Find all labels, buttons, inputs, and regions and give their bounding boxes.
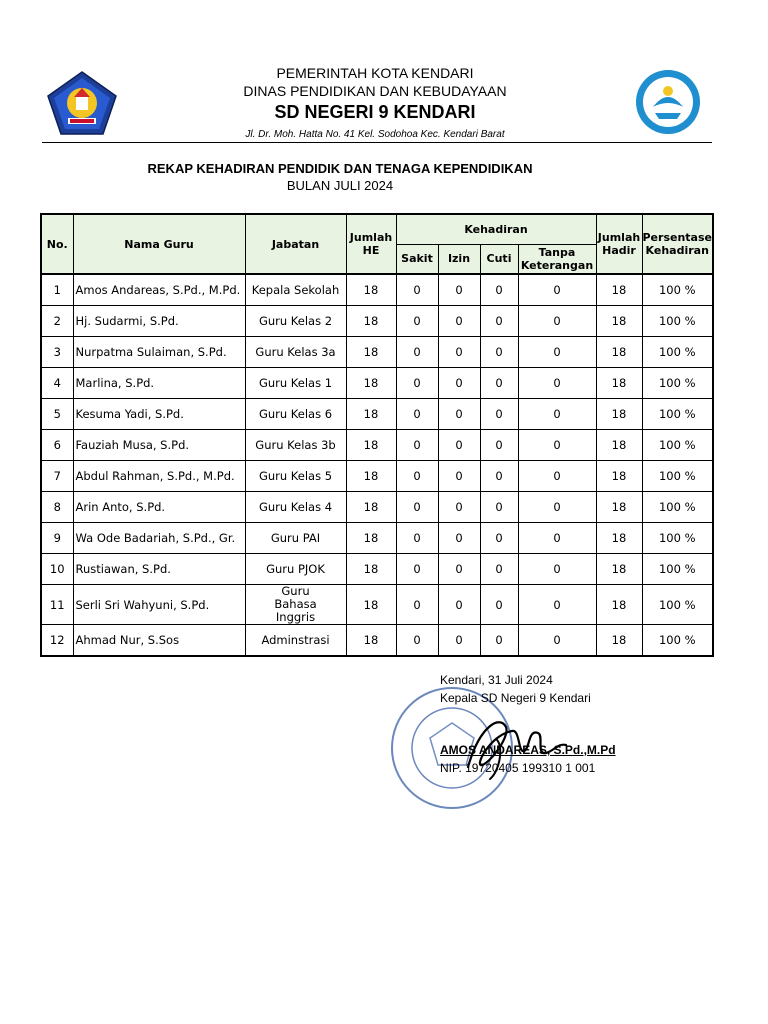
cell-absent: 0 (518, 399, 596, 430)
cell-percent: 100 % (642, 337, 713, 368)
cell-percent: 100 % (642, 399, 713, 430)
cell-position: Guru Kelas 6 (245, 399, 346, 430)
attendance-table (40, 213, 714, 657)
cell-absent: 0 (518, 461, 596, 492)
cell-present: 18 (596, 430, 642, 461)
cell-he: 18 (346, 306, 396, 337)
cell-absent: 0 (518, 430, 596, 461)
cell-sick: 0 (396, 337, 438, 368)
cell-name: Rustiawan, S.Pd. (73, 554, 245, 585)
cell-position: Guru Kelas 5 (245, 461, 346, 492)
cell-sick: 0 (396, 625, 438, 657)
cell-percent: 100 % (642, 274, 713, 306)
cell-sick: 0 (396, 585, 438, 625)
cell-position: Guru PAI (245, 523, 346, 554)
cell-present: 18 (596, 399, 642, 430)
cell-absent: 0 (518, 337, 596, 368)
cell-name: Serli Sri Wahyuni, S.Pd. (73, 585, 245, 625)
header-name: Nama Guru (73, 214, 245, 274)
cell-he: 18 (346, 368, 396, 399)
header-position: Jabatan (245, 214, 346, 274)
cell-name: Hj. Sudarmi, S.Pd. (73, 306, 245, 337)
letterhead (160, 64, 590, 143)
cell-absent: 0 (518, 274, 596, 306)
cell-name: Kesuma Yadi, S.Pd. (73, 399, 245, 430)
cell-leave: 0 (480, 492, 518, 523)
cell-he: 18 (346, 461, 396, 492)
cell-he: 18 (346, 430, 396, 461)
table-row (41, 399, 713, 430)
cell-permit: 0 (438, 430, 480, 461)
cell-absent: 0 (518, 554, 596, 585)
cell-no: 11 (41, 585, 73, 625)
cell-no: 1 (41, 274, 73, 306)
cell-sick: 0 (396, 274, 438, 306)
cell-he: 18 (346, 492, 396, 523)
cell-permit: 0 (438, 274, 480, 306)
cell-percent: 100 % (642, 461, 713, 492)
cell-permit: 0 (438, 306, 480, 337)
cell-present: 18 (596, 274, 642, 306)
cell-sick: 0 (396, 461, 438, 492)
cell-percent: 100 % (642, 554, 713, 585)
table-row (41, 274, 713, 306)
cell-position: Guru Kelas 3b (245, 430, 346, 461)
cell-name: Ahmad Nur, S.Sos (73, 625, 245, 657)
department-name: DINAS PENDIDIKAN DAN KEBUDAYAAN (243, 83, 507, 99)
cell-no: 12 (41, 625, 73, 657)
cell-permit: 0 (438, 625, 480, 657)
cell-absent: 0 (518, 523, 596, 554)
cell-position: Guru Kelas 2 (245, 306, 346, 337)
government-name: PEMERINTAH KOTA KENDARI (276, 65, 474, 81)
cell-leave: 0 (480, 337, 518, 368)
cell-percent: 100 % (642, 368, 713, 399)
cell-name: Nurpatma Sulaiman, S.Pd. (73, 337, 245, 368)
cell-leave: 0 (480, 523, 518, 554)
cell-sick: 0 (396, 492, 438, 523)
header-attendance: Kehadiran (396, 214, 596, 244)
cell-he: 18 (346, 625, 396, 657)
cell-present: 18 (596, 625, 642, 657)
cell-name: Wa Ode Badariah, S.Pd., Gr. (73, 523, 245, 554)
cell-position: Guru PJOK (245, 554, 346, 585)
cell-sick: 0 (396, 430, 438, 461)
cell-sick: 0 (396, 554, 438, 585)
attendance-table-body (41, 274, 713, 656)
header-present: Jumlah Hadir (596, 214, 642, 274)
cell-leave: 0 (480, 461, 518, 492)
header-percent: Persentase Kehadiran (642, 214, 713, 274)
cell-no: 8 (41, 492, 73, 523)
table-row (41, 337, 713, 368)
table-row (41, 368, 713, 399)
cell-no: 10 (41, 554, 73, 585)
kota-kendari-logo-icon (46, 70, 118, 136)
cell-sick: 0 (396, 306, 438, 337)
cell-name: Marlina, S.Pd. (73, 368, 245, 399)
cell-present: 18 (596, 461, 642, 492)
cell-position: Adminstrasi (245, 625, 346, 657)
cell-he: 18 (346, 399, 396, 430)
table-row (41, 625, 713, 657)
cell-permit: 0 (438, 399, 480, 430)
cell-sick: 0 (396, 368, 438, 399)
cell-absent: 0 (518, 625, 596, 657)
cell-permit: 0 (438, 368, 480, 399)
signatory-name: AMOS ANDAREAS, S.Pd.,M.Pd (440, 743, 616, 757)
signature-block (440, 671, 616, 777)
header-permit: Izin (438, 244, 480, 274)
cell-percent: 100 % (642, 585, 713, 625)
cell-sick: 0 (396, 523, 438, 554)
cell-absent: 0 (518, 368, 596, 399)
cell-present: 18 (596, 337, 642, 368)
cell-leave: 0 (480, 306, 518, 337)
cell-permit: 0 (438, 554, 480, 585)
cell-he: 18 (346, 554, 396, 585)
table-row (41, 523, 713, 554)
cell-name: Abdul Rahman, S.Pd., M.Pd. (73, 461, 245, 492)
school-name: SD NEGERI 9 KENDARI (274, 102, 476, 122)
header-absent: Tanpa Keterangan (518, 244, 596, 274)
cell-percent: 100 % (642, 625, 713, 657)
cell-absent: 0 (518, 492, 596, 523)
cell-absent: 0 (518, 585, 596, 625)
report-title: REKAP KEHADIRAN PENDIDIK DAN TENAGA KEPENDIDIKAN (147, 161, 533, 176)
cell-percent: 100 % (642, 306, 713, 337)
cell-permit: 0 (438, 585, 480, 625)
cell-position: Guru Kelas 3a (245, 337, 346, 368)
cell-position: Guru Bahasa Inggris (245, 585, 346, 625)
cell-permit: 0 (438, 461, 480, 492)
cell-permit: 0 (438, 492, 480, 523)
cell-no: 4 (41, 368, 73, 399)
cell-he: 18 (346, 523, 396, 554)
cell-percent: 100 % (642, 492, 713, 523)
cell-no: 3 (41, 337, 73, 368)
cell-present: 18 (596, 585, 642, 625)
cell-name: Arin Anto, S.Pd. (73, 492, 245, 523)
signature-role: Kepala SD Negeri 9 Kendari (440, 691, 591, 705)
cell-name: Amos Andareas, S.Pd., M.Pd. (73, 274, 245, 306)
table-row (41, 306, 713, 337)
cell-no: 5 (41, 399, 73, 430)
table-row (41, 492, 713, 523)
tut-wuri-handayani-logo-icon (631, 69, 705, 135)
cell-he: 18 (346, 585, 396, 625)
cell-present: 18 (596, 492, 642, 523)
cell-present: 18 (596, 368, 642, 399)
table-row (41, 461, 713, 492)
cell-position: Kepala Sekolah (245, 274, 346, 306)
signature-place-date: Kendari, 31 Juli 2024 (440, 673, 553, 687)
cell-he: 18 (346, 274, 396, 306)
table-row (41, 554, 713, 585)
cell-leave: 0 (480, 554, 518, 585)
cell-position: Guru Kelas 4 (245, 492, 346, 523)
cell-leave: 0 (480, 399, 518, 430)
signatory-nip: NIP. 19720405 199310 1 001 (440, 761, 596, 775)
cell-permit: 0 (438, 337, 480, 368)
cell-name: Fauziah Musa, S.Pd. (73, 430, 245, 461)
document-title (130, 160, 550, 194)
report-month: BULAN JULI 2024 (286, 178, 394, 193)
header-sick: Sakit (396, 244, 438, 274)
cell-permit: 0 (438, 523, 480, 554)
cell-absent: 0 (518, 306, 596, 337)
cell-leave: 0 (480, 368, 518, 399)
cell-leave: 0 (480, 430, 518, 461)
signature-spacer (440, 707, 616, 741)
school-address: Jl. Dr. Moh. Hatta No. 41 Kel. Sodohoa Kec. Kendari Barat (245, 129, 505, 140)
header-no: No. (41, 214, 73, 274)
cell-no: 6 (41, 430, 73, 461)
cell-percent: 100 % (642, 523, 713, 554)
cell-sick: 0 (396, 399, 438, 430)
cell-leave: 0 (480, 625, 518, 657)
cell-leave: 0 (480, 274, 518, 306)
header-he: Jumlah HE (346, 214, 396, 274)
cell-present: 18 (596, 523, 642, 554)
cell-percent: 100 % (642, 430, 713, 461)
table-row (41, 430, 713, 461)
header-divider (42, 142, 712, 143)
cell-he: 18 (346, 337, 396, 368)
cell-no: 2 (41, 306, 73, 337)
header-leave: Cuti (480, 244, 518, 274)
cell-leave: 0 (480, 585, 518, 625)
table-row (41, 585, 713, 625)
cell-no: 7 (41, 461, 73, 492)
cell-present: 18 (596, 306, 642, 337)
cell-present: 18 (596, 554, 642, 585)
cell-no: 9 (41, 523, 73, 554)
cell-position: Guru Kelas 1 (245, 368, 346, 399)
